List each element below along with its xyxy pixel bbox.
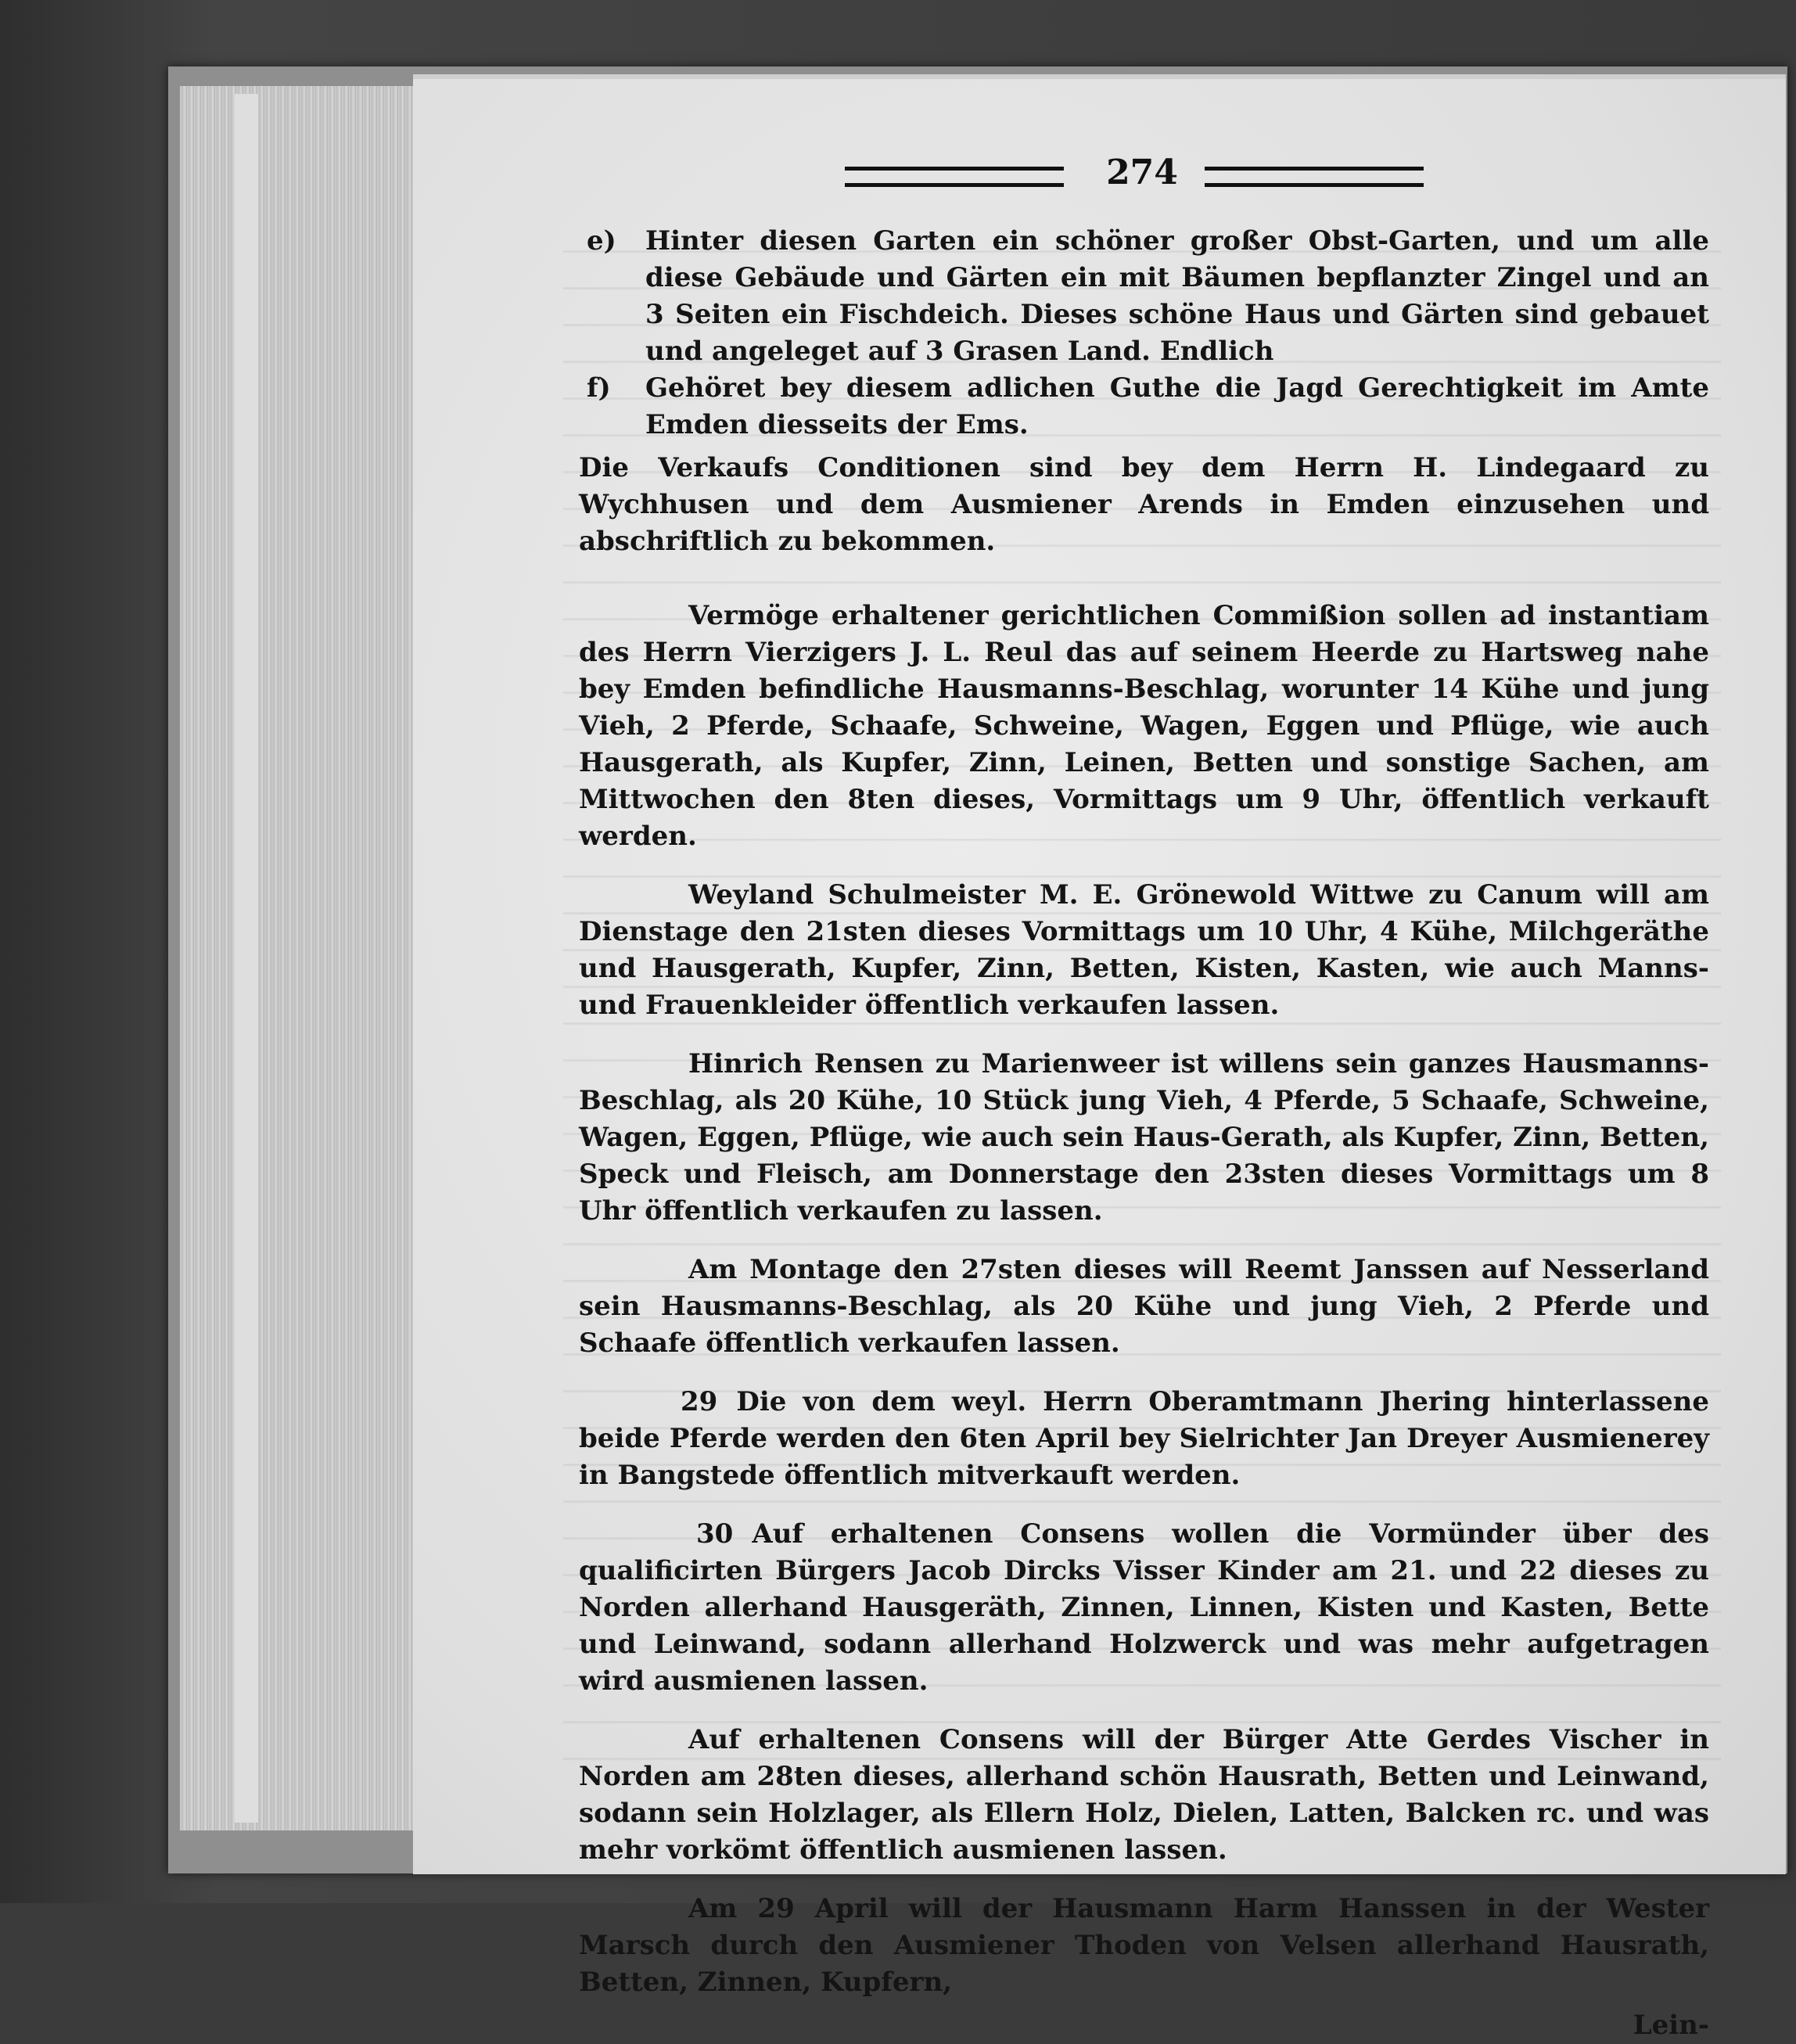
paragraph <box>579 598 1709 855</box>
paragraph <box>579 1252 1709 1362</box>
paragraph <box>579 1722 1709 1869</box>
page-header <box>845 153 1424 199</box>
paragraph <box>579 1384 1709 1494</box>
paragraph <box>579 1891 1709 2001</box>
header-rule-left <box>845 167 1064 187</box>
entry-number: 29 <box>681 1386 718 1417</box>
paragraph-text: Am Montage den 27sten dieses will Reemt Janssen auf Nesserland sein Hausmanns-Beschlag, als 20 Kühe und jung Vieh, 2 Pferde und Schaafe öffentlich verkaufen lassen. <box>579 1254 1709 1359</box>
paragraph <box>579 450 1709 560</box>
paragraph-text: Hinrich Rensen zu Marienweer ist willens sein ganzes Hausmanns-Beschlag, als 20 Kühe, 10 Stück jung Vieh, 4 Pferde, 5 Schaafe, Schweine, Wagen, Eggen, Pflüge, wie auch sein Haus-Gerath, als Kupfer, Zinn, Betten, Speck und Fleisch, am Donnerstage den 23sten dieses Vormittags um 8 Uhr öffentlich verkaufen zu lassen. <box>579 1048 1709 1227</box>
paragraph-text: Die von dem weyl. Herrn Oberamtmann Jhering hinterlassene beide Pferde werden den 6ten April bey Sielrichter Jan Dreyer Ausmienerey in Bangstede öffentlich mitverkauft werden. <box>579 1386 1709 1491</box>
edge-strip <box>235 94 258 1823</box>
paragraph <box>579 1046 1709 1230</box>
paragraph-text: Die Verkaufs Conditionen sind bey dem Herrn H. Lindegaard zu Wychhusen und dem Ausmiener Arends in Emden einzusehen und abschriftlich zu bekommen. <box>579 452 1709 557</box>
page-number: 274 <box>1106 153 1178 192</box>
paragraph-text: Auf erhaltenen Consens wollen die Vormünder über des qualificirten Bürgers Jacob Dircks Visser Kinder am 21. und 22 dieses zu Norden allerhand Hausgeräth, Zinnen, Linnen, Kisten und Kasten, Bette und Leinwand, sodann allerhand Holzwerck und was mehr aufgetragen wird ausmienen lassen. <box>579 1518 1709 1697</box>
paragraph-text: Am 29 April will der Hausmann Harm Hanssen in der Wester Marsch durch den Ausmiener Thoden von Velsen allerhand Hausrath, Betten, Zinnen, Kupfern, <box>579 1893 1709 1998</box>
paragraph <box>579 877 1709 1024</box>
page-edges <box>180 86 426 1830</box>
list-item-text: Hinter diesen Garten ein schöner großer Obst-Garten, und um alle diese Gebäude und Gärten ein mit Bäumen bepflanzter Zingel und an 3 Seiten ein Fischdeich. Dieses schöne Haus und Gärten sind gebauet und angeleget auf 3 Grasen Land. Endlich <box>645 225 1709 367</box>
paragraph-text: Auf erhaltenen Consens will der Bürger Atte Gerdes Vischer in Norden am 28ten dieses, allerhand schön Hausrath, Betten und Leinwand, sodann sein Holzlager, als Ellern Holz, Dielen, Latten, Balcken rc. und was mehr vorkömt öffentlich ausmienen lassen. <box>579 1724 1709 1866</box>
list-item-text: Gehöret bey diesem adlichen Guthe die Jagd Gerechtigkeit im Amte Emden diesseits der Ems. <box>645 372 1709 440</box>
paragraph <box>579 1516 1709 1700</box>
entry-number: 30 <box>696 1518 734 1550</box>
paragraph-text: Vermöge erhaltener gerichtlichen Commißion sollen ad instantiam des Herrn Vierzigers J. L. Reul das auf seinem Heerde zu Hartsweg nahe bey Emden befindliche Hausmanns-Beschlag, worunter 14 Kühe und jung Vieh, 2 Pferde, Schaafe, Schweine, Wagen, Eggen und Pflüge, wie auch Hausgerath, als Kupfer, Zinn, Leinen, Betten und sonstige Sachen, am Mittwochen den 8ten dieses, Vormittags um 9 Uhr, öffentlich verkauft werden. <box>579 600 1709 852</box>
list-marker: e) <box>587 225 616 257</box>
paragraph-text: Weyland Schulmeister M. E. Grönewold Wittwe zu Canum will am Dienstage den 21sten dieses Vormittags um 10 Uhr, 4 Kühe, Milchgeräthe und Hausgerath, Kupfer, Zinn, Betten, Kisten, Kasten, wie auch Manns- und Frauenkleider öffentlich verkaufen lassen. <box>579 879 1709 1021</box>
list-item <box>579 370 1709 444</box>
catchword: Lein- <box>1633 2010 1709 2041</box>
list-marker: f) <box>587 372 611 404</box>
page-text <box>579 223 1709 2044</box>
header-rule-right <box>1205 167 1424 187</box>
list-item <box>579 223 1709 370</box>
